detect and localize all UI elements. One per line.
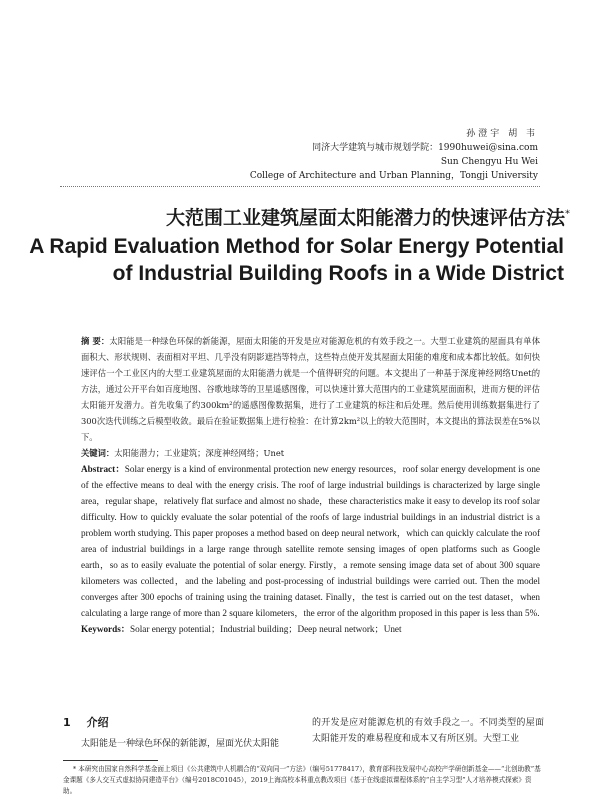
keywords-cn-text: 太阳能潜力；工业建筑；深度神经网络；Unet xyxy=(114,448,285,458)
paper-title-en xyxy=(29,233,564,287)
abstract-cn-label: 摘 要： xyxy=(81,336,110,346)
body-paragraph-right: 的开发是应对能源危机的有效手段之一。不同类型的屋面太阳能开发的难易程度和成本又有所区别。大型工业 xyxy=(312,718,544,744)
keywords-cn xyxy=(81,445,540,461)
abstract-cn xyxy=(81,333,540,445)
author-names-en: Sun Chengyu Hu Wei xyxy=(440,157,538,167)
footnote-text: * 本研究由国家自然科学基金面上项目《公共建筑中人机耦合的“双向同一”方法》（编号51778417），教育部科技发展中心高校产学研创新基金——“北创助教”基金课题《多人交互式虚拟协同建造平台》（编号2018C01045），2019上海高校本科重点教改项目《基于在线虚拟课程体系的“自主学习型”人才培养模式探索》资助。 xyxy=(63,765,541,795)
abstract-en-text: Solar energy is a kind of environmental protection new energy resources，roof solar energy development is one of the effective means to deal with the energy crisis. The roof of large industrial buildings is characterized by large single area，regular shape，relatively flat surface and almost no shade，these characteristics make it easy to develop its roof solar difficulty. How to quickly evaluate the solar potential of the roofs of large industrial buildings in an industrial district is a problem worth studying. This paper proposes a method based on deep neural network，which can quickly calculate the roof area of industrial buildings in a large range through satellite remote sensing images of open platforms such as Google earth，so as to easily evaluate the potential of solar energy. Firstly，a remote sensing image data set of about 300 square kilometers was collected，and the labeling and post-processing of industrial buildings were carried out. Then the model converges after 300 epochs of training using the training dataset. Finally，the test is carried out on the test dataset，when calculating a large range of more than 2 square kilometers，the error of the algorithm proposed in this paper is less than 5%. xyxy=(81,464,540,618)
header-divider xyxy=(60,186,540,187)
keywords-cn-label: 关键词： xyxy=(81,448,115,458)
footnote-divider xyxy=(63,760,158,761)
footnote xyxy=(63,764,542,797)
body-column-left xyxy=(63,714,291,752)
paper-title-cn xyxy=(0,203,570,230)
author-affiliation-en: College of Architecture and Urban Planning，Tongji University xyxy=(249,171,538,181)
keywords-en-label: Keywords： xyxy=(81,624,130,634)
title-en-line2: of Industrial Building Roofs in a Wide District xyxy=(112,262,564,285)
section-title: 介绍 xyxy=(86,716,109,729)
keywords-en-text: Solar energy potential；Industrial building；Deep neural network；Unet xyxy=(130,624,402,634)
body-paragraph-left: 太阳能是一种绿色环保的新能源，屋面光伏太阳能 xyxy=(81,739,280,749)
author-names-cn: 孙澄宇 胡 韦 xyxy=(466,129,538,139)
abstract-section xyxy=(81,333,540,637)
section-number: 1 xyxy=(63,716,71,729)
title-en-line1: A Rapid Evaluation Method for Solar Energy Potential xyxy=(29,235,564,258)
keywords-en xyxy=(81,621,540,637)
title-footnote-mark: * xyxy=(565,208,570,220)
abstract-en xyxy=(81,461,540,621)
abstract-en-label: Abstract： xyxy=(81,464,125,474)
abstract-cn-text: 太阳能是一种绿色环保的新能源，屋面太阳能的开发是应对能源危机的有效手段之一。大型工业建筑的屋面具有单体面积大、形状规则、表面相对平坦、几乎没有阴影遮挡等特点，这些特点使开发其屋面太阳能的难度和成本都比较低。如何快速评估一个工业区内的大型工业建筑屋面的太阳能潜力就是一个值得研究的问题。本文提出了一种基于深度神经网络Unet的方法，通过公开平台如百度地图、谷歌地球等的卫星遥感图像，可以快速计算大范围内的工业建筑屋面面积，进而方便的评估太阳能开发潜力。首先收集了约300km²的遥感图像数据集，进行了工业建筑的标注和后处理。然后使用训练数据集进行了300次迭代训练之后模型收敛。最后在验证数据集上进行检验：在计算2km²以上的较大范围时，本文提出的算法误差在5%以下。 xyxy=(81,336,541,442)
title-cn-text: 大范围工业建筑屋面太阳能潜力的快速评估方法 xyxy=(165,207,565,229)
author-affiliation-cn: 同济大学建筑与城市规划学院：1990huwei@sina.com xyxy=(312,143,538,153)
body-column-right xyxy=(312,715,544,747)
section-heading xyxy=(63,714,291,730)
author-block xyxy=(250,127,538,183)
